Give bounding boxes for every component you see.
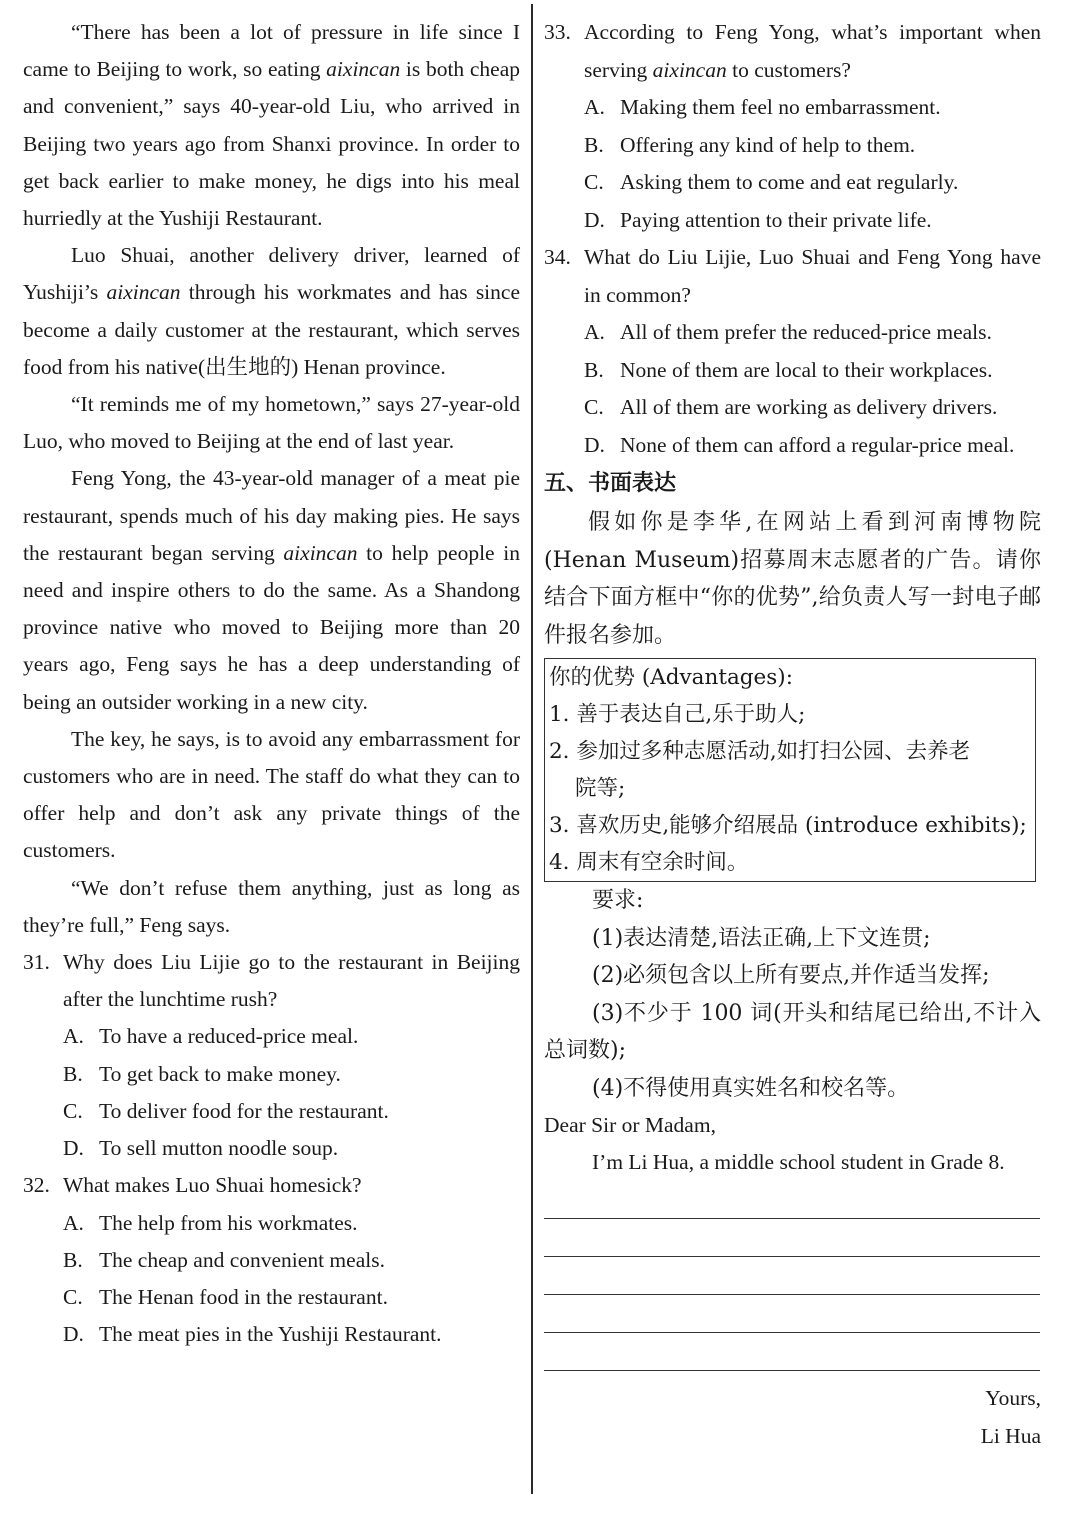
passage-text: Feng Yong, the 43-year-old manager of a meat pie restaurant, spends much of his day making pies. He says the restaurant began serving [23,466,520,565]
writing-line[interactable] [544,1332,1040,1333]
option-b [23,1242,520,1279]
option-c [544,164,1041,202]
column-divider [531,4,533,1494]
option-text: To have a reduced-price meal. [99,1024,359,1049]
letter-signature: Li Hua [980,1424,1041,1448]
passage-paragraph-6: “We don’t refuse them anything, just as long as they’re full,” Feng says. [23,875,520,937]
option-letter: C. [584,170,604,194]
option-c [23,1093,520,1130]
option-b [544,127,1041,165]
option-text: To get back to make money. [99,1061,341,1086]
requirement-item: (3)不少于 100 词(开头和结尾已给出,不计入总词数); [544,1000,1041,1063]
right-column [544,14,1041,1455]
passage-paragraph-3: “It reminds me of my hometown,” says 27-year-old Luo, who moved to Beijing at the end of last year. [23,392,520,454]
question-number: 31. [23,950,50,975]
option-d [23,1316,520,1353]
term-aixincan: aixincan [106,280,181,305]
passage-paragraph-2 [23,237,520,386]
question-31 [23,944,520,1167]
question-32 [23,1167,520,1353]
option-letter: B. [584,357,604,382]
option-a [544,314,1041,352]
option-text: All of them prefer the reduced-price meals. [620,320,992,344]
left-column [23,14,520,1353]
passage-text: “There has been a lot of pressure in life since I came to Beijing to work, so eating [23,20,520,82]
option-b [544,352,1041,390]
requirement-item: (4)不得使用真实姓名和校名等。 [592,1075,910,1101]
question-number: 34. [544,245,571,269]
letter-greeting: Dear Sir or Madam, [544,1113,716,1137]
option-text: None of them can afford a regular-price meal. [620,432,1015,457]
option-text: The Henan food in the restaurant. [99,1284,388,1309]
option-b [23,1056,520,1093]
writing-line[interactable] [544,1256,1040,1257]
option-letter: D. [63,1136,84,1161]
question-stem [584,14,1041,89]
writing-lines [544,1218,1041,1371]
option-text: Offering any kind of help to them. [620,132,916,157]
option-d [23,1130,520,1167]
option-text: The meat pies in the Yushiji Restaurant. [99,1322,442,1347]
advantage-item: 4. 周末有空余时间。 [549,850,749,875]
option-a [23,1018,520,1055]
requirement-item: (1)表达清楚,语法正确,上下文连贯; [592,925,931,951]
term-aixincan: aixincan [283,540,358,565]
option-a [544,89,1041,127]
question-33 [544,14,1041,239]
term-aixincan: aixincan [326,57,401,82]
option-letter: A. [584,95,605,119]
passage-text: to help people in need and inspire others to do the same. As a Shandong province native who moved to Beijing more than 20 years ago, Feng says he has a deep understanding of being an outsider working in a new city. [23,540,520,714]
option-letter: C. [584,395,604,419]
option-text: Asking them to come and eat regularly. [620,170,959,194]
writing-prompt: 假如你是李华,在网站上看到河南博物院(Henan Museum)招募周末志愿者的广告。请你结合下面方框中“你的优势”,给负责人写一封电子邮件报名参加。 [544,510,1041,648]
option-letter: A. [63,1024,84,1049]
writing-line[interactable] [544,1218,1040,1219]
question-number: 33. [544,20,571,44]
passage-text: through his workmates and has since become a daily customer at the restaurant, which serves food from his native(出生地的) Henan province. [23,280,520,379]
advantage-item: 2. 参加过多种志愿活动,如打扫公园、去养老 [549,739,971,764]
option-text: The help from his workmates. [99,1210,358,1235]
passage-text: is both cheap and convenient,” says 40-year-old Liu, who arrived in Beijing two years ago from Shanxi province. In order to get back earlier to make money, he digs into his meal hurriedly at the Yushiji Restaurant. [23,57,520,231]
option-c [544,389,1041,427]
option-letter: D. [584,432,605,457]
option-letter: C. [63,1098,83,1123]
option-letter: B. [63,1061,83,1086]
option-text: None of them are local to their workplaces. [620,357,993,382]
question-stem: What do Liu Lijie, Luo Shuai and Feng Yong have in common? [584,245,1041,307]
option-letter: D. [63,1322,84,1347]
option-letter: B. [584,132,604,157]
passage-paragraph-1 [23,14,520,237]
passage-text: Luo Shuai, another delivery driver, learned of Yushiji’s [23,243,520,305]
option-text: To sell mutton noodle soup. [99,1136,339,1161]
option-text: Paying attention to their private life. [620,207,932,232]
option-c [23,1279,520,1316]
writing-line[interactable] [544,1370,1040,1371]
question-stem: Why does Liu Lijie go to the restaurant in Beijing after the lunchtime rush? [63,950,520,1012]
option-d [544,202,1041,240]
letter-closing: Yours, [985,1386,1041,1410]
option-text: Making them feel no embarrassment. [620,95,941,119]
advantages-box [544,658,1036,882]
section-title: 五、书面表达 [544,471,677,496]
option-text: The cheap and convenient meals. [99,1247,385,1272]
question-stem: What makes Luo Shuai homesick? [63,1173,362,1198]
question-stem-part: to customers? [726,57,851,82]
option-letter: B. [63,1247,83,1272]
requirements-title: 要求: [592,888,644,913]
passage-paragraph-5: The key, he says, is to avoid any embarrassment for customers who are in need. The staff do what they can to offer help and don’t ask any private things of the customers. [23,726,520,863]
option-text: All of them are working as delivery drivers. [620,395,998,419]
question-number: 32. [23,1173,50,1198]
option-a [23,1205,520,1242]
writing-line[interactable] [544,1294,1040,1295]
passage-paragraph-4 [23,460,520,720]
question-stem-part: According to Feng Yong, what’s important when serving [584,20,1041,82]
term-aixincan: aixincan [652,57,727,82]
option-letter: A. [584,320,605,344]
option-letter: C. [63,1284,83,1309]
advantage-item: 3. 喜欢历史,能够介绍展品 (introduce exhibits); [549,813,1027,838]
option-text: To deliver food for the restaurant. [99,1098,389,1123]
option-letter: D. [584,207,605,232]
option-d [544,427,1041,465]
requirement-item: (2)必须包含以上所有要点,并作适当发挥; [592,963,990,988]
letter-opening: I’m Li Hua, a middle school student in Grade 8. [592,1150,1005,1174]
advantage-item-continued: 院等; [575,776,626,801]
advantages-title: 你的优势 (Advantages): [549,665,793,690]
advantage-item: 1. 善于表达自己,乐于助人; [549,702,806,727]
question-34 [544,239,1041,464]
option-letter: A. [63,1210,84,1235]
